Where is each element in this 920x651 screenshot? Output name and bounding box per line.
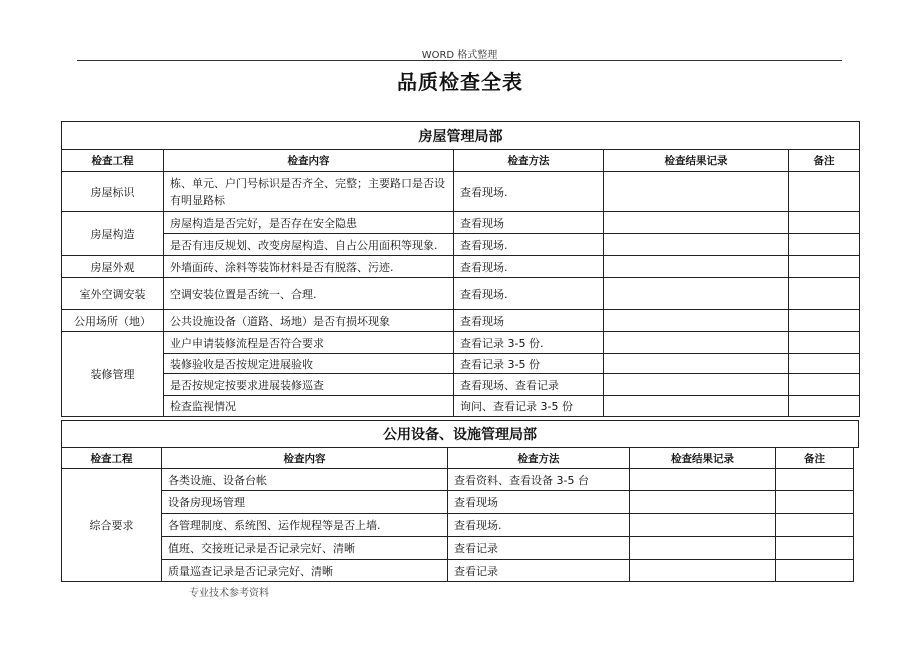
- method-cell: 查看现场: [454, 212, 604, 234]
- result-cell[interactable]: [604, 234, 789, 256]
- content-cell: 外墙面砖、涂料等装饰材料是否有脱落、污迹.: [164, 256, 454, 278]
- result-cell[interactable]: [630, 514, 776, 537]
- col-header-project: 检查工程: [62, 448, 162, 469]
- method-cell: 查看记录: [448, 560, 630, 582]
- content-cell: 检查监视情况: [164, 396, 454, 417]
- content-cell: 设备房现场管理: [162, 491, 448, 514]
- method-cell: 询问、查看记录 3-5 份: [454, 396, 604, 417]
- remark-cell[interactable]: [789, 212, 860, 234]
- result-cell[interactable]: [604, 332, 789, 354]
- section-equipment-title: [61, 420, 859, 448]
- project-cell: 房屋标识: [62, 172, 164, 212]
- col-header-project: 检查工程: [62, 150, 164, 172]
- remark-cell[interactable]: [776, 491, 854, 514]
- col-header-method: 检查方法: [454, 150, 604, 172]
- content-cell: 房屋构造是否完好，是否存在安全隐患: [164, 212, 454, 234]
- col-header-remark: 备注: [789, 150, 860, 172]
- content-cell: 是否有违反规划、改变房屋构造、自占公用面积等现象.: [164, 234, 454, 256]
- table-row: [62, 234, 860, 256]
- content-cell: 公共设施设备（道路、场地）是否有损坏现象: [164, 310, 454, 332]
- remark-cell[interactable]: [789, 332, 860, 354]
- method-cell: 查看资料、查看设备 3-5 台: [448, 469, 630, 491]
- page-title: 品质检查全表: [397, 70, 523, 94]
- result-cell[interactable]: [630, 491, 776, 514]
- project-cell: 综合要求: [62, 469, 162, 582]
- table-row: [62, 278, 860, 310]
- content-cell: 各类设施、设备台帐: [162, 469, 448, 491]
- project-cell: 房屋构造: [62, 212, 164, 256]
- content-cell: 是否按规定按要求进展装修巡查: [164, 374, 454, 396]
- method-cell: 查看现场.: [448, 514, 630, 537]
- content-cell: 值班、交接班记录是否记录完好、清晰: [162, 537, 448, 560]
- method-cell: 查看记录 3-5 份: [454, 354, 604, 374]
- col-header-result: 检查结果记录: [604, 150, 789, 172]
- table-row: [62, 172, 860, 212]
- result-cell[interactable]: [630, 560, 776, 582]
- method-cell: 查看现场.: [454, 234, 604, 256]
- section-title: 房屋管理局部: [62, 122, 860, 150]
- remark-cell[interactable]: [789, 256, 860, 278]
- table-row: [62, 332, 860, 354]
- result-cell[interactable]: [604, 212, 789, 234]
- remark-cell[interactable]: [789, 354, 860, 374]
- result-cell[interactable]: [630, 469, 776, 491]
- project-cell: 公用场所（地）: [62, 310, 164, 332]
- method-cell: 查看现场.: [454, 256, 604, 278]
- content-cell: 业户申请装修流程是否符合要求: [164, 332, 454, 354]
- col-header-method: 检查方法: [448, 448, 630, 469]
- col-header-content: 检查内容: [162, 448, 448, 469]
- table-row: [62, 469, 854, 491]
- method-cell: 查看记录 3-5 份.: [454, 332, 604, 354]
- table-row: [62, 491, 854, 514]
- result-cell[interactable]: [604, 374, 789, 396]
- content-cell: 空调安装位置是否统一、合理.: [164, 278, 454, 310]
- content-cell: 栋、单元、户门号标识是否齐全、完整；主要路口是否设有明显路标: [164, 172, 454, 212]
- method-cell: 查看现场.: [454, 172, 604, 212]
- page-footer: 专业技术参考资料: [189, 588, 269, 599]
- table-row: [62, 514, 854, 537]
- result-cell[interactable]: [604, 278, 789, 310]
- method-cell: 查看记录: [448, 537, 630, 560]
- section-title: 公用设备、设施管理局部: [62, 421, 859, 448]
- col-header-content: 检查内容: [164, 150, 454, 172]
- table-row: [62, 374, 860, 396]
- content-cell: 质量巡查记录是否记录完好、清晰: [162, 560, 448, 582]
- section-housing-table: [61, 121, 860, 417]
- table-row: [62, 354, 860, 374]
- remark-cell[interactable]: [789, 310, 860, 332]
- col-header-remark: 备注: [776, 448, 854, 469]
- result-cell[interactable]: [604, 310, 789, 332]
- result-cell[interactable]: [604, 396, 789, 417]
- table-row: [62, 310, 860, 332]
- remark-cell[interactable]: [776, 537, 854, 560]
- method-cell: 查看现场.: [454, 278, 604, 310]
- remark-cell[interactable]: [776, 514, 854, 537]
- project-cell: 装修管理: [62, 332, 164, 417]
- table-row: [62, 256, 860, 278]
- section-equipment-table: [61, 447, 854, 582]
- result-cell[interactable]: [604, 172, 789, 212]
- remark-cell[interactable]: [789, 396, 860, 417]
- project-cell: 室外空调安装: [62, 278, 164, 310]
- remark-cell[interactable]: [789, 172, 860, 212]
- result-cell[interactable]: [630, 537, 776, 560]
- result-cell[interactable]: [604, 256, 789, 278]
- method-cell: 查看现场、查看记录: [454, 374, 604, 396]
- remark-cell[interactable]: [789, 374, 860, 396]
- remark-cell[interactable]: [776, 560, 854, 582]
- content-cell: 装修验收是否按规定进展验收: [164, 354, 454, 374]
- table-row: [62, 212, 860, 234]
- remark-cell[interactable]: [776, 469, 854, 491]
- page-header: WORD 格式整理: [421, 50, 498, 61]
- project-cell: 房屋外观: [62, 256, 164, 278]
- header-divider: [77, 60, 842, 61]
- remark-cell[interactable]: [789, 234, 860, 256]
- content-cell: 各管理制度、系统图、运作规程等是否上墙.: [162, 514, 448, 537]
- result-cell[interactable]: [604, 354, 789, 374]
- method-cell: 查看现场: [448, 491, 630, 514]
- remark-cell[interactable]: [789, 278, 860, 310]
- table-row: [62, 560, 854, 582]
- col-header-result: 检查结果记录: [630, 448, 776, 469]
- table-row: [62, 537, 854, 560]
- table-row: [62, 396, 860, 417]
- method-cell: 查看现场: [454, 310, 604, 332]
